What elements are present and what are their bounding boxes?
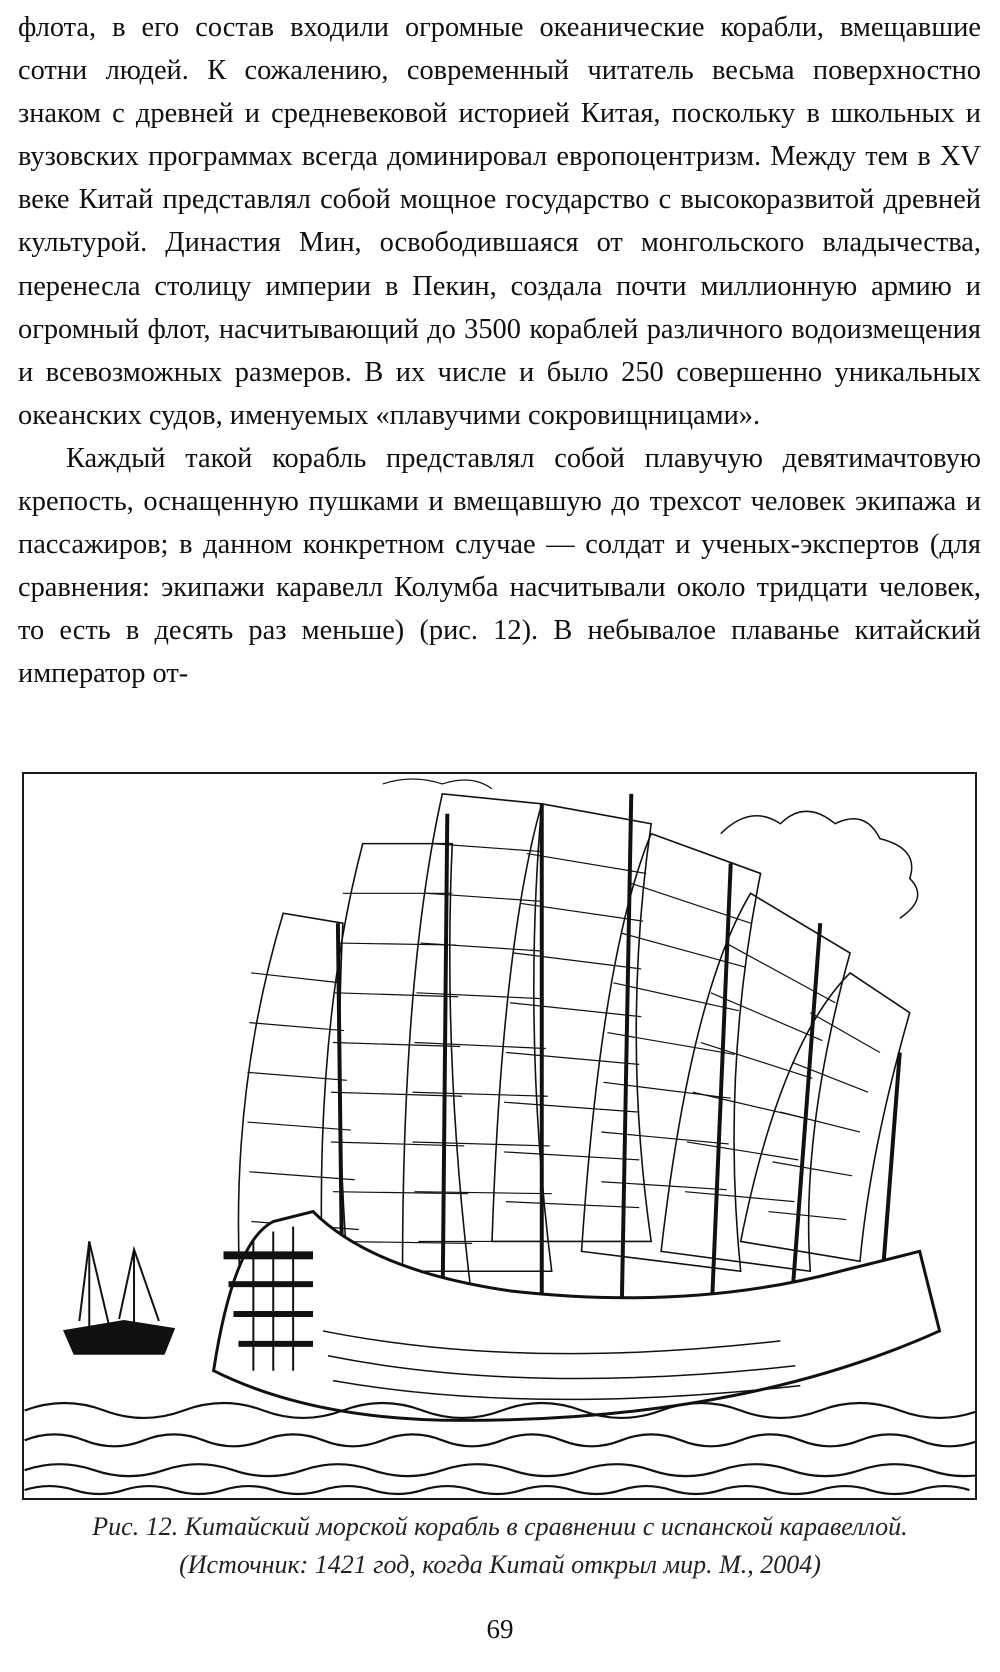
paragraph-1: флота, в его состав входили огромные океанические корабли, вмещавшие сотни людей. К сожалению, современный читатель весьма поверхностно знаком с древней и средневековой историей Китая, поскольку в школьных и вузовских программах всегда доминировал европоцентризм. Между тем в XV веке Китай представлял собой мощное государство с высокоразвитой древней культурой. Династия Мин, освободившаяся от монгольского владычества, перенесла столицу империи в Пекин, создала почти миллионную армию и огромный флот, насчитывающий до 3500 кораблей различного водоизмещения и всевозможных размеров. В их числе и было 250 совершенно уникальных океанских судов, именуемых «плавучими сокровищницами». xyxy=(18,12,981,431)
paragraph-2: Каждый такой корабль представлял собой плавучую девятимачтовую крепость, оснащенную пушками и вмещавшую до трехсот человек экипажа и пассажиров; в данном конкретном случае — солдат и ученых-экспертов (для сравнения: экипажи каравелл Колумба насчитывали около тридцати человек, то есть в десять раз меньше) (рис. 12). В небывалое плаванье китайский император от- xyxy=(18,442,981,690)
chinese-junk-drawing xyxy=(24,774,975,1498)
body-text xyxy=(18,6,981,696)
ship-illustration xyxy=(22,772,977,1500)
page-number: 69 xyxy=(486,1614,514,1644)
figure-caption: Рис. 12. Китайский морской корабль в сравнении с испанской каравеллой. (Источник: 1421 год, когда Китай открыл мир. М., 2004) xyxy=(92,1512,908,1579)
